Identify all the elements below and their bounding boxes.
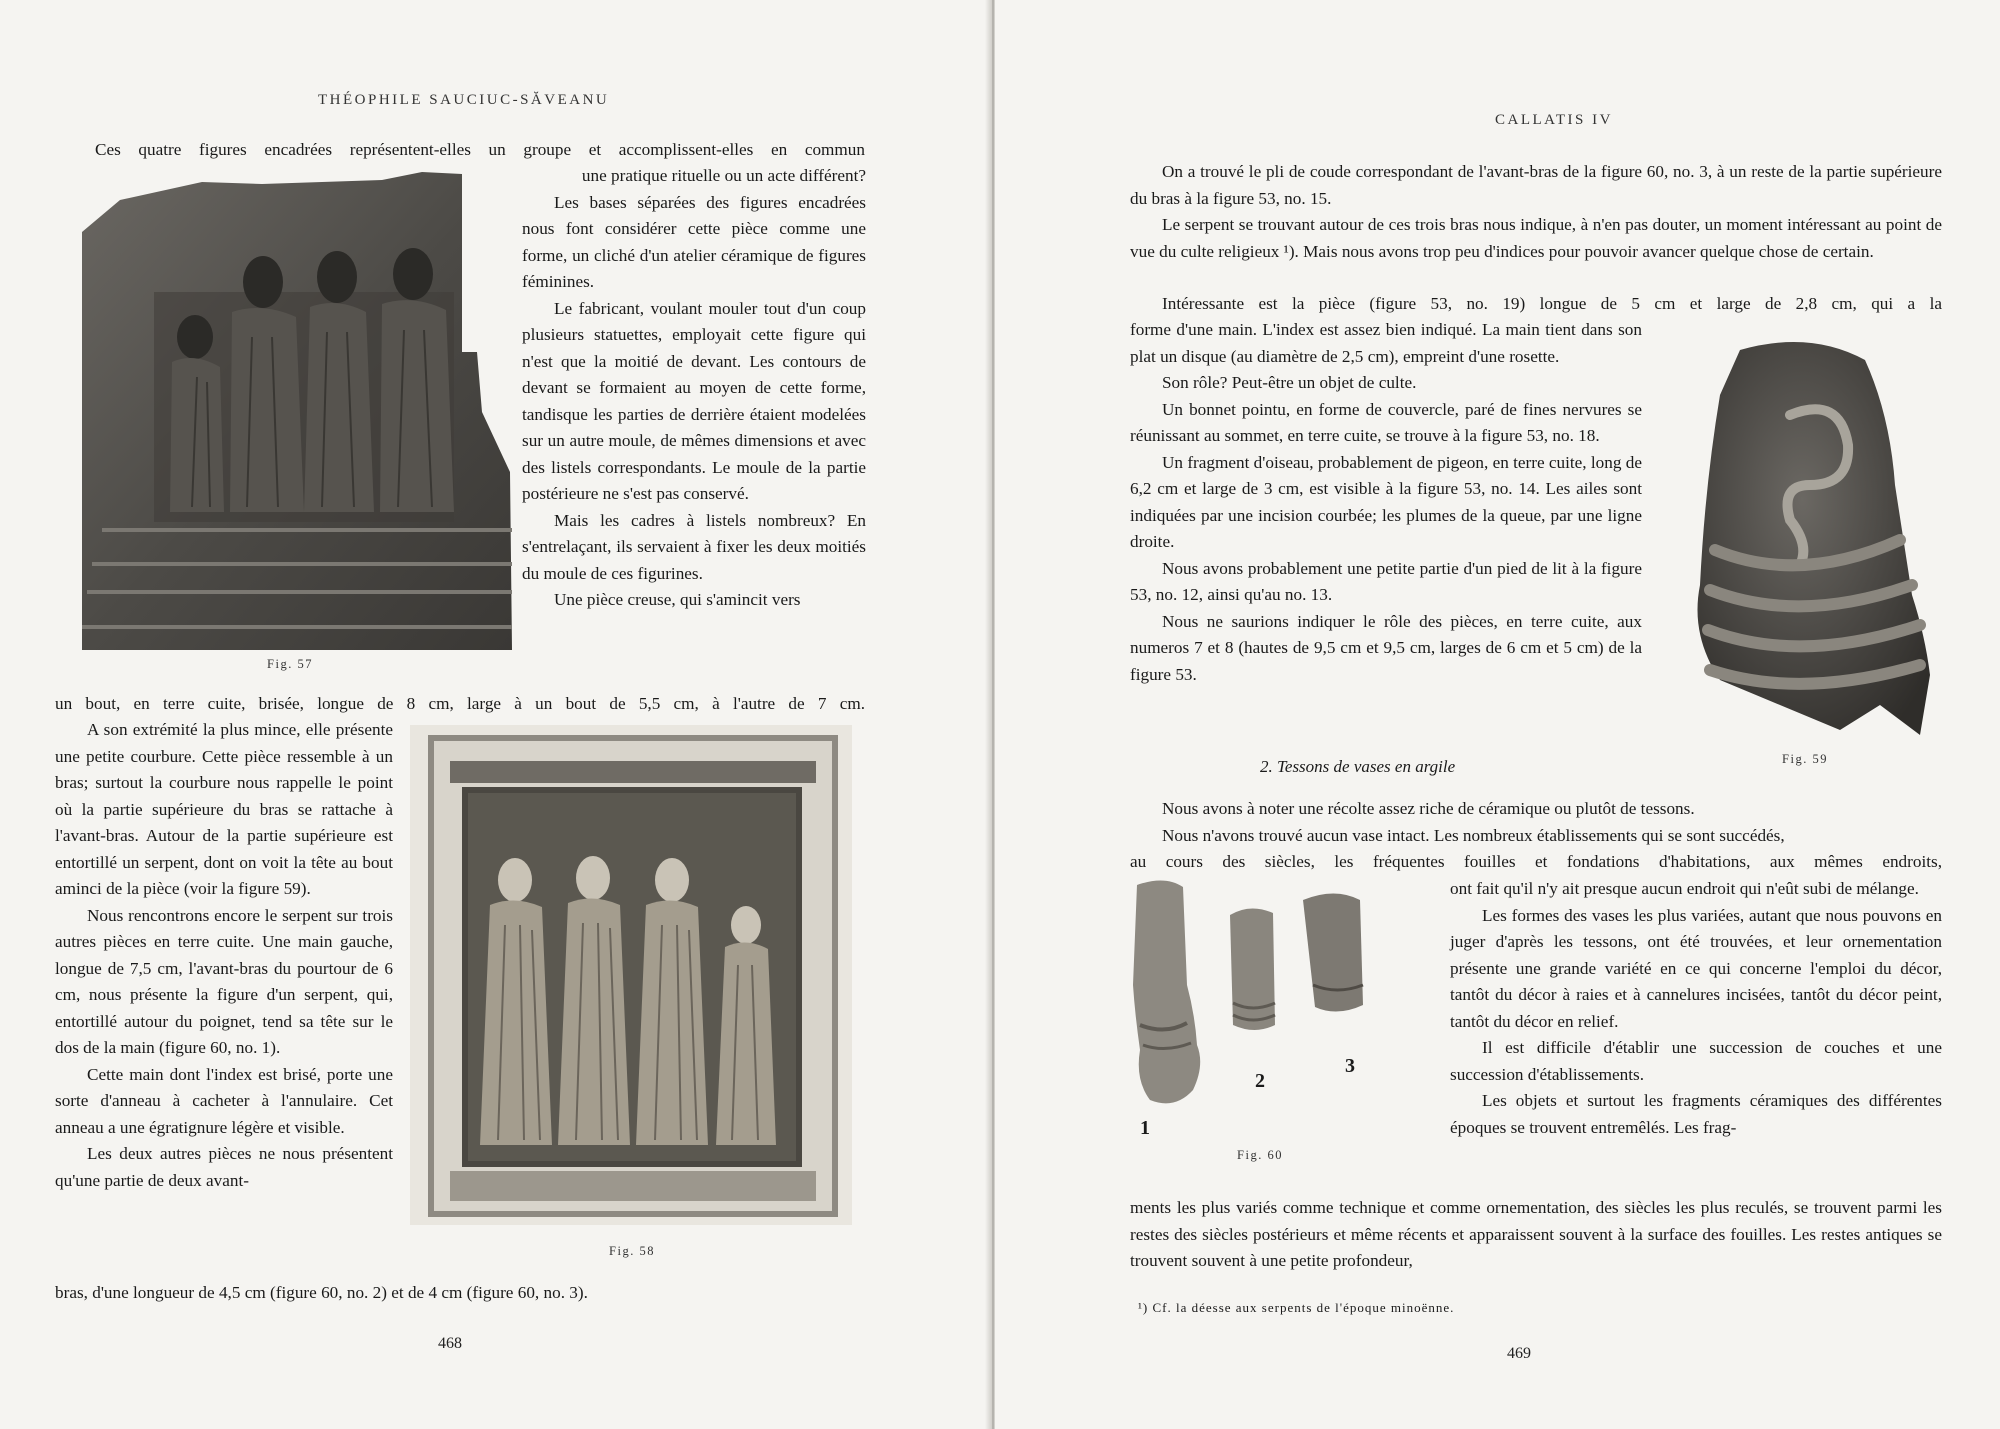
text-line: bras, d'une longueur de 4,5 cm (figure 60, no. 2) et de 4 cm (figure 60, no. 3).	[55, 1283, 588, 1302]
paragraph-mid-line	[55, 691, 865, 718]
paragraph: Les bases séparées des figures encadrées nous font considérer cette pièce comme une forme, un cliché d'un atelier céramique de figures féminines.	[522, 192, 866, 291]
figure-60-label-1: 1	[1140, 1117, 1150, 1139]
figure-60-label-3: 3	[1345, 1055, 1355, 1077]
paragraph: Les formes des vases les plus variées, autant que nous pouvons en juger d'après les tessons, ont été trouvées, et leur ornementation présente une grande variété en ce qui concerne l'emploi du décor, tantôt du décor à raies et à cannelures incisées, tantôt du décor peint, tantôt du décor en relief.	[1450, 905, 1942, 1031]
right-page	[995, 0, 2000, 1429]
top-text-block	[1130, 159, 1942, 265]
fragment-2	[1230, 908, 1275, 1030]
column-left-text	[55, 717, 393, 1194]
paragraph: A son extrémité la plus mince, elle présente une petite courbure. Cette pièce ressemble à un bras; surtout la courbure nous rappelle le point où la partie supérieure du bras se rattache à l'avant-bras. Autour de la partie supérieure est entortillé un serpent, dont on voit la tête au bout aminci de la pièce (voir la figure 59).	[55, 720, 393, 898]
paragraph-au-cours	[1130, 849, 1942, 876]
section-heading: 2. Tessons de vases en argile	[1260, 757, 1456, 776]
paragraph: Mais les cadres à listels nombreux? En s'entrelaçant, ils servaient à fixer les deux moitiés du moule de ces figurines.	[522, 510, 866, 583]
paragraph: Les objets et surtout les fragments céramiques des différentes époques se trouvent entremêlés. Les frag-	[1450, 1091, 1942, 1137]
running-head: CALLATIS IV	[1495, 112, 1613, 128]
column-right-text	[1450, 876, 1942, 1141]
fragment-3	[1303, 894, 1363, 1012]
paragraph-interessante	[1130, 291, 1942, 318]
figure-59-caption: Fig. 59	[1782, 752, 1828, 766]
text-line: un bout, en terre cuite, brisée, longue de 8 cm, large à un bout de 5,5 cm, à l'autre de 7 cm.	[55, 694, 865, 713]
paragraph: Il est difficile d'établir une succession de couches et une succession d'établissements.	[1450, 1038, 1942, 1084]
page-number: 468	[438, 1335, 462, 1352]
paragraph: ont fait qu'il n'y ait presque aucun endroit qui n'eût subi de mélange.	[1450, 879, 1919, 898]
paragraph: Nous avons probablement une petite partie d'un pied de lit à la figure 53, no. 12, ainsi qu'au no. 13.	[1130, 558, 1642, 604]
figure-58-relief-photo	[410, 725, 852, 1225]
paragraph: Nous rencontrons encore le serpent sur trois autres pièces en terre cuite. Une main gauche, longue de 7,5 cm, l'avant-bras du pourtour de 6 cm, nous présente la figure d'un serpent, qui, entortillé autour du poignet, tend sa tête sur le dos de la main (figure 60, no. 1).	[55, 905, 393, 1057]
figure-60-caption: Fig. 60	[1237, 1148, 1283, 1162]
paragraph: une pratique rituelle ou un acte différent?	[581, 166, 866, 185]
column-right-text	[522, 163, 866, 614]
column-left-text	[1130, 317, 1642, 688]
paragraph: ments les plus variés comme technique et comme ornementation, des siècles les plus reculés, se trouvent parmi les restes des siècles postérieurs et même récents et apparaissent souvent à la surface des fouilles. Les restes antiques se trouvent souvent à une petite profondeur,	[1130, 1198, 1942, 1270]
text-line: Ces quatre figures encadrées représentent-elles un groupe et accomplissent-elles en commun	[95, 140, 865, 159]
paragraph: On a trouvé le pli de coude correspondant de l'avant-bras de la figure 60, no. 3, à un reste de la partie supérieure du bras à la figure 53, no. 15.	[1130, 162, 1942, 208]
paragraph: Cette main dont l'index est brisé, porte une sorte d'anneau à cacheter à l'annulaire. Cet anneau a une égratignure légère et visible.	[55, 1064, 393, 1137]
figure-57-caption: Fig. 57	[267, 657, 313, 671]
paragraph: Nous avons à noter une récolte assez riche de céramique ou plutôt de tessons.	[1162, 799, 1695, 818]
paragraph: Le serpent se trouvant autour de ces trois bras nous indique, à n'en pas douter, un moment intéressant au point de vue du culte religieux ¹). Mais nous avons trop peu d'indices pour pouvoir avancer quelque chose de certain.	[1130, 215, 1942, 261]
page-number: 469	[1507, 1345, 1531, 1362]
paragraph-bottom-line	[55, 1280, 865, 1307]
figure-60-arm-fragments-photo	[1125, 875, 1380, 1140]
left-page	[0, 0, 991, 1429]
paragraph: Un fragment d'oiseau, probablement de pigeon, en terre cuite, long de 6,2 cm et large de 3 cm, est visible à la figure 53, no. 14. Les ailes sont indiquées par une incision courbée; les plumes de la queue, par une ligne droite.	[1130, 452, 1642, 551]
paragraph-top-line	[95, 137, 865, 164]
bottom-text-block	[1130, 1195, 1942, 1275]
paragraph: Nous n'avons trouvé aucun vase intact. Les nombreux établissements qui se sont succédés,	[1162, 825, 1785, 845]
figure-58-caption: Fig. 58	[609, 1244, 655, 1258]
paragraph: Nous ne saurions indiquer le rôle des pièces, en terre cuite, aux numeros 7 et 8 (hautes de 9,5 cm et 9,5 cm, larges de 6 cm et 5 cm) de la figure 53.	[1130, 611, 1642, 684]
paragraph: Le fabricant, voulant mouler tout d'un coup plusieurs statuettes, employait cette figure qui n'est que la moitié de devant. Les contours de devant se formaient au moyen de cette forme, tandisque les parties de derrière étaient modelées sur un autre moule, de mêmes dimensions et avec des listels correspondants. Le moule de la partie postérieure ne s'est pas conservé.	[522, 298, 866, 503]
paragraph: Un bonnet pointu, en forme de couvercle, paré de fines nervures se réunissant au sommet, en terre cuite, se trouve à la figure 53, no. 18.	[1130, 399, 1642, 445]
figure-59-serpent-arm-photo	[1680, 335, 1942, 740]
paragraph: Son rôle? Peut-être un objet de culte.	[1162, 373, 1417, 392]
footnote: ¹) Cf. la déesse aux serpents de l'époque minoënne.	[1138, 1300, 1455, 1315]
figure-60-label-2: 2	[1255, 1070, 1265, 1092]
text-line: Intéressante est la pièce (figure 53, no. 19) longue de 5 cm et large de 2,8 cm, qui a la	[1162, 294, 1942, 313]
figure-57-mould-photo	[82, 172, 512, 650]
paragraph: forme d'une main. L'index est assez bien indiqué. La main tient dans son plat un disque (au diamètre de 2,5 cm), empreint d'une rosette.	[1130, 320, 1642, 366]
running-head: THÉOPHILE SAUCIUC-SĂVEANU	[318, 92, 610, 108]
paragraph: Les deux autres pièces ne nous présentent qu'une partie de deux avant-	[55, 1144, 393, 1190]
text-line: au cours des siècles, les fréquentes fouilles et fondations d'habitations, aux mêmes endroits,	[1130, 852, 1942, 871]
paragraph: Une pièce creuse, qui s'amincit vers	[554, 590, 801, 609]
mid-text-block	[1130, 796, 1942, 849]
fragment-1	[1133, 880, 1200, 1103]
